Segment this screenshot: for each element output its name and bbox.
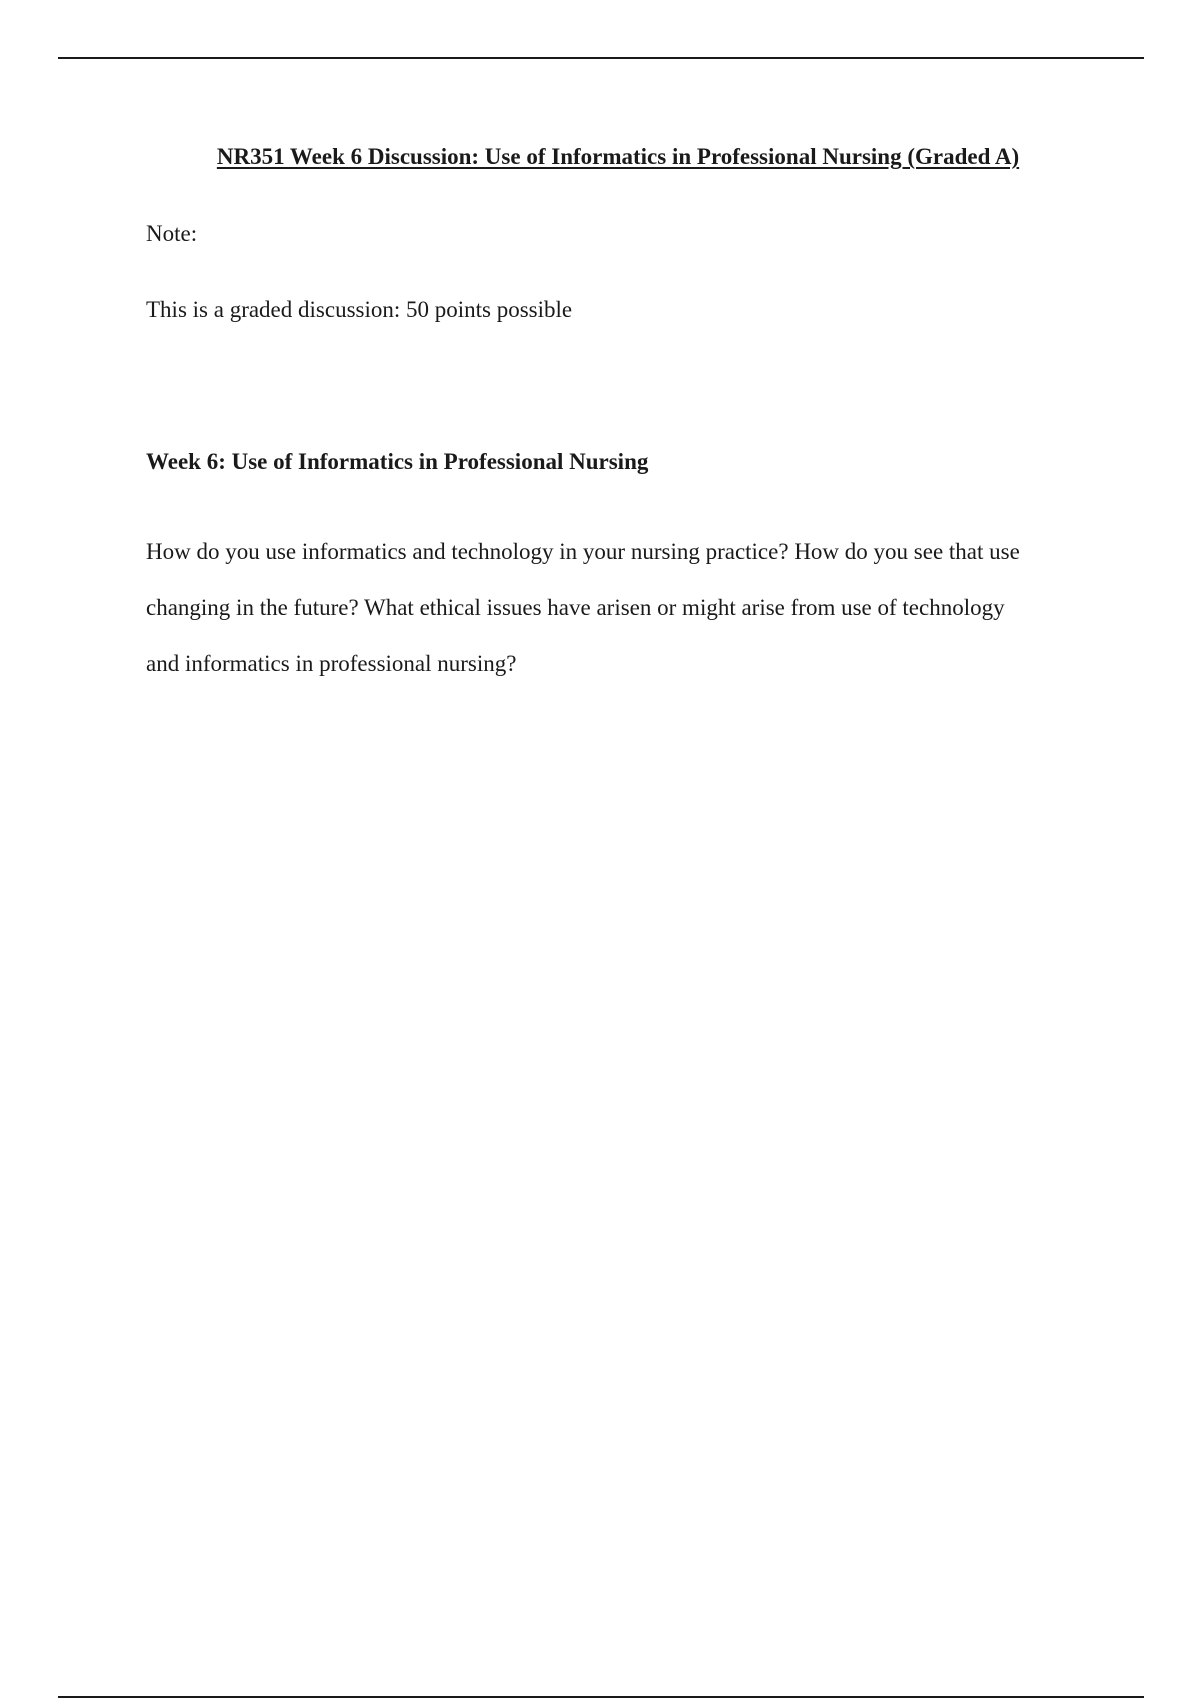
discussion-prompt — [146, 524, 1146, 692]
prompt-line: and informatics in professional nursing? — [146, 651, 517, 676]
section-heading: Week 6: Use of Informatics in Professional Nursing — [146, 449, 649, 474]
prompt-line: changing in the future? What ethical issues have arisen or might arise from use of technology — [146, 595, 1005, 620]
bottom-divider — [58, 1696, 1144, 1698]
note-text: This is a graded discussion: 50 points possible — [146, 297, 573, 322]
top-divider — [58, 57, 1144, 59]
prompt-line: How do you use informatics and technology in your nursing practice? How do you see that use — [146, 539, 1020, 564]
note-label: Note: — [146, 221, 198, 246]
document-title: NR351 Week 6 Discussion: Use of Informatics in Professional Nursing (Graded A) — [216, 144, 1020, 169]
